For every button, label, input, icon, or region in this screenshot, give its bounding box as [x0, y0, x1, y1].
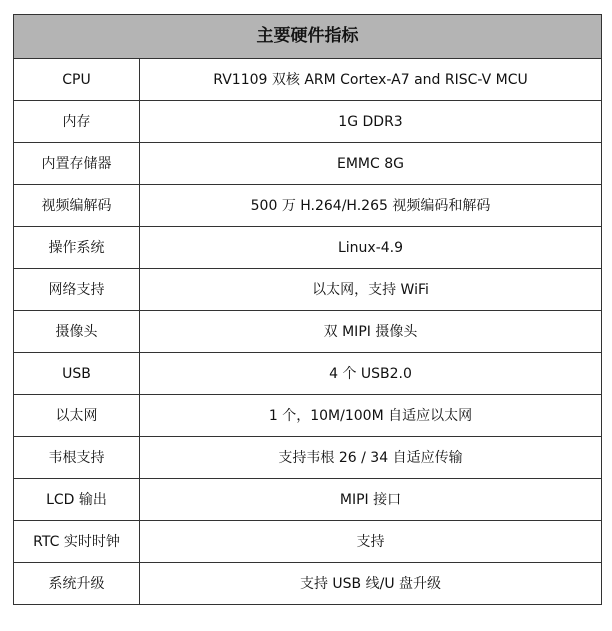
spec-value: 支持 USB 线/U 盘升级 [140, 563, 602, 605]
spec-value: RV1109 双核 ARM Cortex-A7 and RISC-V MCU [140, 59, 602, 101]
spec-name: RTC 实时时钟 [14, 521, 140, 563]
spec-name: 内置存储器 [14, 143, 140, 185]
table-row [14, 311, 602, 353]
spec-value: 1 个，10M/100M 自适应以太网 [140, 395, 602, 437]
spec-value: 双 MIPI 摄像头 [140, 311, 602, 353]
table-row [14, 101, 602, 143]
spec-value: 以太网，支持 WiFi [140, 269, 602, 311]
hardware-spec-table [13, 14, 602, 605]
table-row [14, 479, 602, 521]
spec-name: 视频编解码 [14, 185, 140, 227]
spec-value: Linux-4.9 [140, 227, 602, 269]
spec-value: 4 个 USB2.0 [140, 353, 602, 395]
table-row [14, 353, 602, 395]
spec-name: 韦根支持 [14, 437, 140, 479]
spec-value: 500 万 H.264/H.265 视频编码和解码 [140, 185, 602, 227]
spec-name: 网络支持 [14, 269, 140, 311]
spec-name: USB [14, 353, 140, 395]
spec-value: 支持 [140, 521, 602, 563]
table-title: 主要硬件指标 [14, 15, 602, 59]
spec-name: 摄像头 [14, 311, 140, 353]
table-row [14, 563, 602, 605]
spec-name: 以太网 [14, 395, 140, 437]
spec-value: 1G DDR3 [140, 101, 602, 143]
spec-name: LCD 输出 [14, 479, 140, 521]
table-row [14, 437, 602, 479]
table-row [14, 227, 602, 269]
table-header-row [14, 15, 602, 59]
table-row [14, 521, 602, 563]
spec-name: 内存 [14, 101, 140, 143]
spec-name: CPU [14, 59, 140, 101]
spec-value: 支持韦根 26 / 34 自适应传输 [140, 437, 602, 479]
table-row [14, 185, 602, 227]
table-row [14, 143, 602, 185]
spec-name: 系统升级 [14, 563, 140, 605]
table-row [14, 395, 602, 437]
spec-value: EMMC 8G [140, 143, 602, 185]
spec-value: MIPI 接口 [140, 479, 602, 521]
table-row [14, 269, 602, 311]
table-row [14, 59, 602, 101]
spec-name: 操作系统 [14, 227, 140, 269]
